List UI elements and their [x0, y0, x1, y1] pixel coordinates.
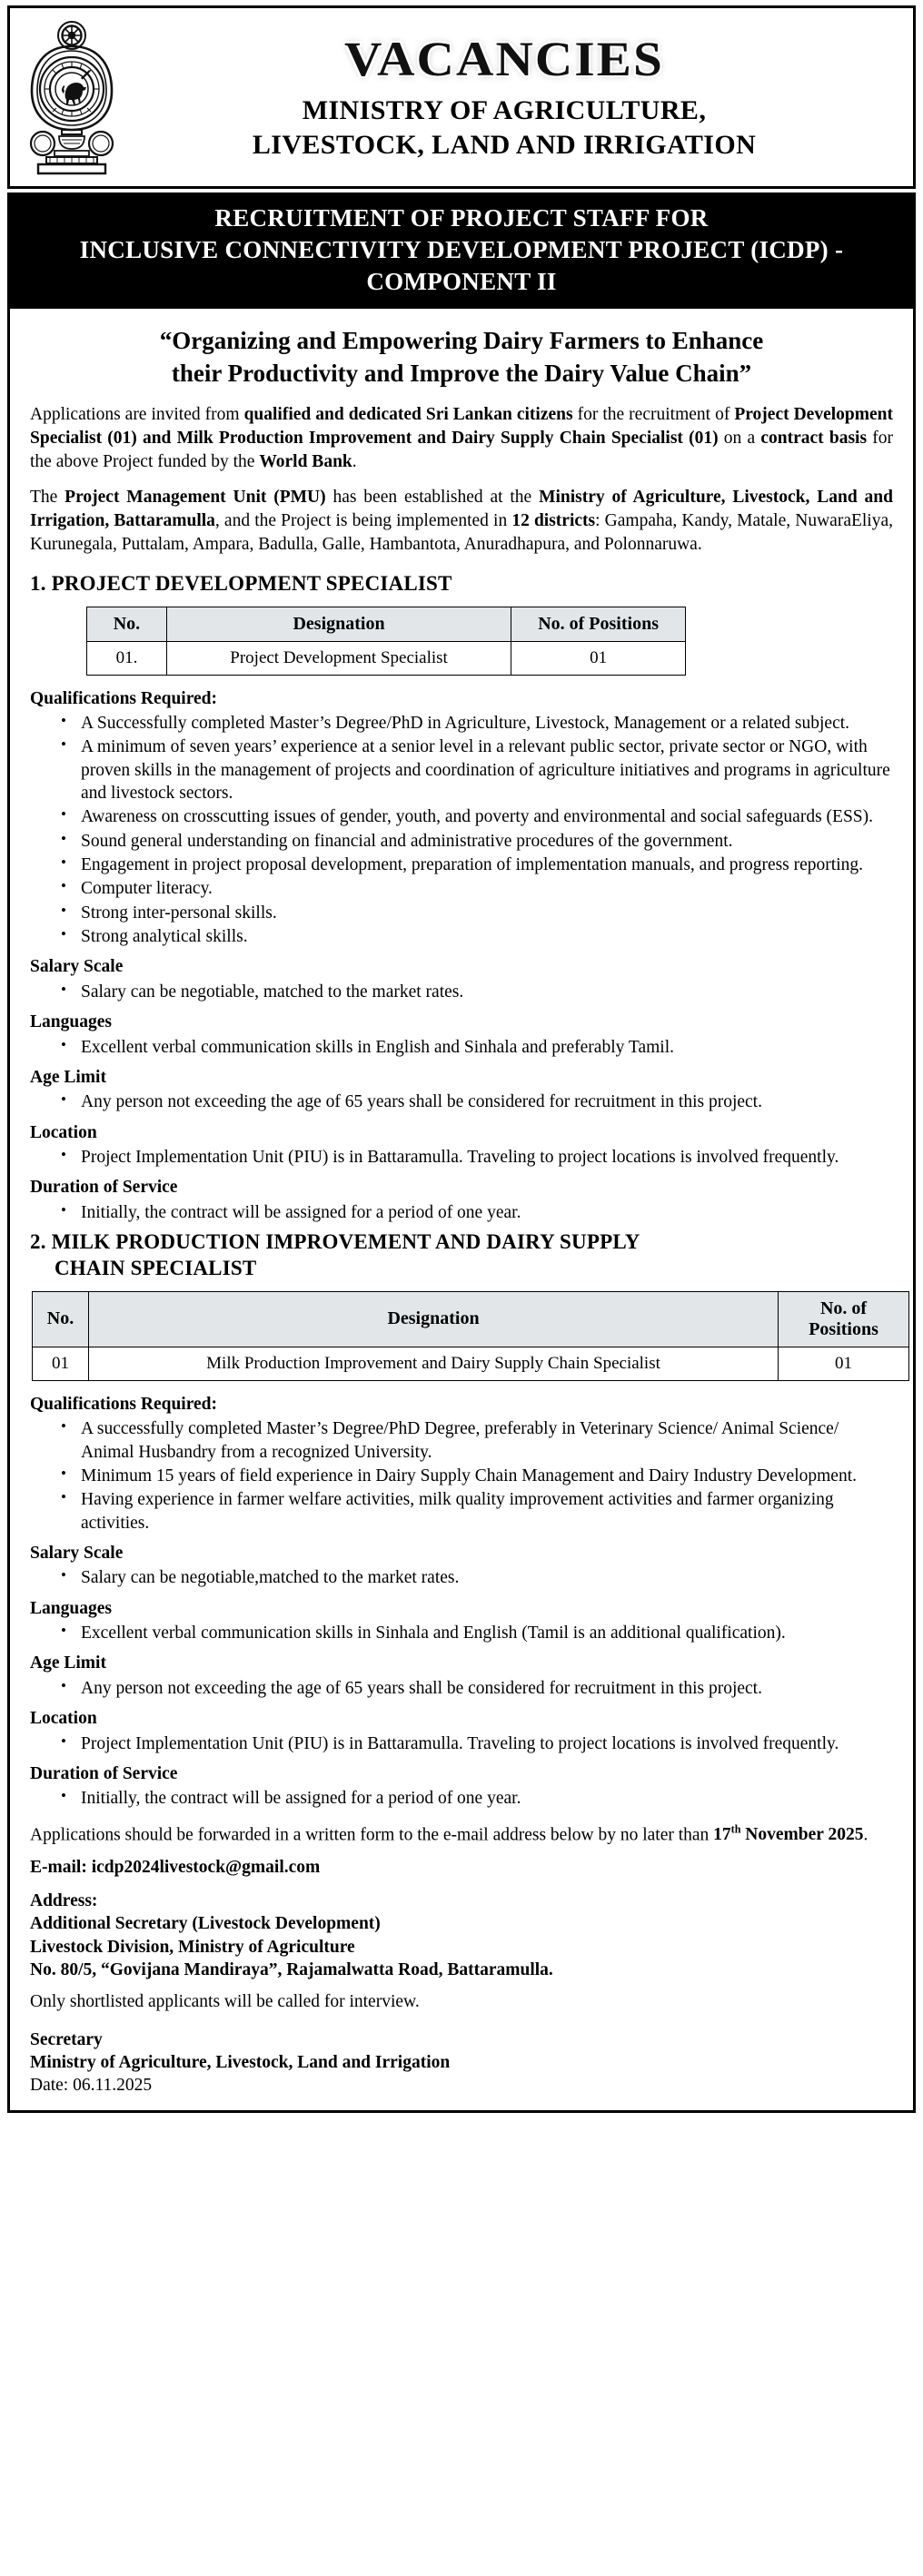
list-item: • A minimum of seven years’ experience at a senior level in a relevant public sector, private sector or NGO, with proven skills in the management of projects and coordination of agriculture initiatives and programs in agriculture and livestock sectors. [61, 735, 893, 804]
ministry-name-line2: LIVESTOCK, LAND AND IRRIGATION [252, 129, 757, 160]
address-line-3: No. 80/5, “Govijana Mandiraya”, Rajamalwatta Road, Battaramulla. [30, 1960, 553, 1980]
document-body [7, 309, 916, 2113]
column-header-no: No. [33, 1291, 89, 1347]
list-item: • Strong analytical skills. [61, 925, 893, 948]
section-2-qualifications-list [30, 1417, 893, 1535]
intro-p1-t1: Applications are invited from [30, 405, 244, 425]
intro-p1-t5: . [352, 451, 357, 471]
banner-line-3: COMPONENT II [366, 268, 557, 296]
list-item: • Project Implementation Unit (PIU) is in Battaramulla. Traveling to project locations is involved frequently. [61, 1732, 893, 1755]
section-1-qualifications-label: Qualifications Required: [30, 688, 218, 708]
project-tagline [35, 325, 888, 390]
list-item: • Excellent verbal communication skills in English and Sinhala and preferably Tamil. [61, 1036, 893, 1059]
intro-p2-b1: Project Management Unit (PMU) [65, 487, 326, 507]
column-header-designation: Designation [166, 607, 511, 641]
intro-p1-b1: qualified and dedicated Sri Lankan citizens [243, 405, 573, 425]
section-2-duration-list [30, 1787, 893, 1810]
column-header-designation: Designation [88, 1291, 778, 1347]
section-1-salary-label: Salary Scale [30, 957, 124, 977]
list-item: • Initially, the contract will be assigned for a period of one year. [61, 1787, 893, 1810]
section-1-location-label: Location [30, 1122, 97, 1142]
list-item: • Excellent verbal communication skills in Sinhala and English (Tamil is an additional qualification). [61, 1622, 893, 1644]
signoff-block [30, 2028, 893, 2097]
deadline-month-year: November 2025 [740, 1825, 864, 1845]
tagline-line-2: their Productivity and Improve the Dairy Value Chain” [171, 360, 752, 388]
list-item: • Minimum 15 years of field experience in Dairy Supply Chain Management and Dairy Industry Development. [61, 1465, 893, 1487]
intro-paragraph-2 [30, 486, 893, 557]
masthead-text [121, 33, 904, 163]
cell-designation: Milk Production Improvement and Dairy Supply Chain Specialist [88, 1347, 778, 1380]
address-line-2: Livestock Division, Ministry of Agriculture [30, 1937, 355, 1957]
vacancies-title: VACANCIES [343, 31, 665, 86]
deadline-text-after: . [863, 1825, 868, 1845]
ministry-name-line1: MINISTRY OF AGRICULTURE, [302, 94, 707, 125]
section-2-duration-label: Duration of Service [30, 1763, 178, 1783]
list-item: • Salary can be negotiable,matched to the market rates. [61, 1566, 893, 1589]
cell-no: 01 [33, 1347, 89, 1380]
section-1-positions-table [86, 607, 686, 676]
recruitment-banner [7, 192, 916, 309]
intro-p1-b2: Project Development Specialist (01) and Milk Production Improvement and Dairy Supply Chain Specialist (01) [30, 405, 893, 449]
column-header-no: No. [87, 607, 167, 641]
postal-address-block [30, 1890, 893, 1981]
list-item: • A Successfully completed Master’s Degree/PhD in Agriculture, Livestock, Management or a related subject. [61, 712, 893, 735]
section-2-salary-label: Salary Scale [30, 1544, 124, 1564]
list-item: • Sound general understanding on financial and administrative procedures of the government. [61, 830, 893, 853]
shortlist-note: Only shortlisted applicants will be called for interview. [30, 1992, 420, 2012]
section-1-duration-list [30, 1201, 893, 1224]
section-1-duration-label: Duration of Service [30, 1178, 178, 1198]
section-2-location-list [30, 1732, 893, 1755]
section-1-heading: 1. PROJECT DEVELOPMENT SPECIALIST [30, 571, 452, 595]
section-2-salary-list [30, 1566, 893, 1589]
table-row [87, 641, 686, 675]
section-2-languages-list [30, 1622, 893, 1644]
intro-p2-b2: Ministry of Agriculture, Livestock, Land and Irrigation, Battaramulla [30, 487, 893, 530]
section-2-positions-table [32, 1291, 909, 1381]
list-item: • A successfully completed Master’s Degree/PhD Degree, preferably in Veterinary Science/ Animal Science/ Animal Husbandry from a recognized University. [61, 1417, 893, 1464]
deadline-ordinal: th [730, 1822, 741, 1836]
table-header-row [87, 607, 686, 641]
intro-p2-b3: 12 districts [511, 510, 596, 530]
intro-p1-t2: for the recruitment of [572, 405, 735, 425]
list-item: • Having experience in farmer welfare activities, milk quality improvement activities and farmer organizing activities. [61, 1488, 893, 1535]
intro-p1-t4: for the above Project funded by the [30, 429, 893, 471]
column-header-positions: No. of Positions [779, 1291, 909, 1347]
section-2-location-label: Location [30, 1709, 97, 1729]
list-item: • Awareness on crosscutting issues of gender, youth, and poverty and environmental and social safeguards (ESS). [61, 805, 893, 828]
deadline-day: 17 [713, 1825, 731, 1845]
list-item: • Project Implementation Unit (PIU) is in Battaramulla. Traveling to project locations is involved frequently. [61, 1146, 893, 1169]
intro-p2-t1: The [30, 487, 65, 507]
address-label: Address: [30, 1891, 98, 1911]
section-2-age-label: Age Limit [30, 1653, 106, 1673]
section-1-languages-list [30, 1036, 893, 1059]
masthead [7, 5, 916, 189]
intro-p2-t4: : Gampaha, Kandy, Matale, NuwaraEliya, Kurunegala, Puttalam, Ampara, Badulla, Galle, Hambantota, Anuradhapura, and Polonnaruwa. [30, 510, 894, 554]
list-item: • Any person not exceeding the age of 65 years shall be considered for recruitment in this project. [61, 1091, 893, 1113]
list-item: • Computer literacy. [61, 877, 893, 900]
cell-positions: 01 [511, 641, 686, 675]
deadline-text-before: Applications should be forwarded in a written form to the e-mail address below by no later than [30, 1825, 714, 1845]
section-1-location-list [30, 1146, 893, 1169]
intro-paragraph-1 [30, 403, 893, 474]
intro-p1-t3: on a [718, 429, 761, 449]
section-2-qualifications-label: Qualifications Required: [30, 1394, 218, 1414]
list-item: • Salary can be negotiable, matched to the market rates. [61, 981, 893, 1003]
section-1-languages-label: Languages [30, 1012, 112, 1032]
table-header-row [33, 1291, 909, 1347]
banner-line-1: RECRUITMENT OF PROJECT STAFF FOR [214, 204, 709, 232]
column-header-positions: No. of Positions [511, 607, 686, 641]
section-2-languages-label: Languages [30, 1598, 112, 1618]
intro-p1-b4: World Bank [259, 451, 352, 471]
contact-email-line[interactable]: E-mail: icdp2024livestock@gmail.com [30, 1858, 321, 1878]
intro-p2-t2: has been established at the [325, 487, 540, 507]
tagline-line-1: “Organizing and Empowering Dairy Farmers to Enhance [159, 327, 764, 355]
cell-positions: 01 [779, 1347, 909, 1380]
address-line-1: Additional Secretary (Livestock Development) [30, 1914, 381, 1934]
section-1-salary-list [30, 981, 893, 1003]
signoff-title: Secretary [30, 2029, 103, 2049]
cell-designation: Project Development Specialist [166, 641, 511, 675]
table-row [33, 1347, 909, 1380]
cell-no: 01. [87, 641, 167, 675]
signoff-date: Date: 06.11.2025 [30, 2076, 153, 2096]
section-2-heading [30, 1229, 893, 1282]
list-item: • Strong inter-personal skills. [61, 902, 893, 924]
application-deadline-paragraph [30, 1822, 893, 1847]
section-2-heading-line2: CHAIN SPECIALIST [55, 1256, 257, 1279]
intro-p1-b3: contract basis [760, 429, 868, 449]
signoff-ministry: Ministry of Agriculture, Livestock, Land and Irrigation [30, 2053, 451, 2073]
section-1-qualifications-list [30, 712, 893, 948]
list-item: • Initially, the contract will be assigned for a period of one year. [61, 1201, 893, 1224]
section-1-age-label: Age Limit [30, 1067, 106, 1087]
section-2-age-list [30, 1677, 893, 1700]
section-2-heading-line1: 2. MILK PRODUCTION IMPROVEMENT AND DAIRY SUPPLY [30, 1230, 640, 1253]
deadline-date [713, 1822, 864, 1845]
list-item: • Any person not exceeding the age of 65 years shall be considered for recruitment in this project. [61, 1677, 893, 1700]
intro-p2-t3: , and the Project is being implemented in [214, 510, 512, 530]
list-item: • Engagement in project proposal development, preparation of implementation manuals, and progress reporting. [61, 854, 893, 876]
banner-line-2: INCLUSIVE CONNECTIVITY DEVELOPMENT PROJECT (ICDP) - [79, 236, 844, 264]
section-1-age-list [30, 1091, 893, 1113]
